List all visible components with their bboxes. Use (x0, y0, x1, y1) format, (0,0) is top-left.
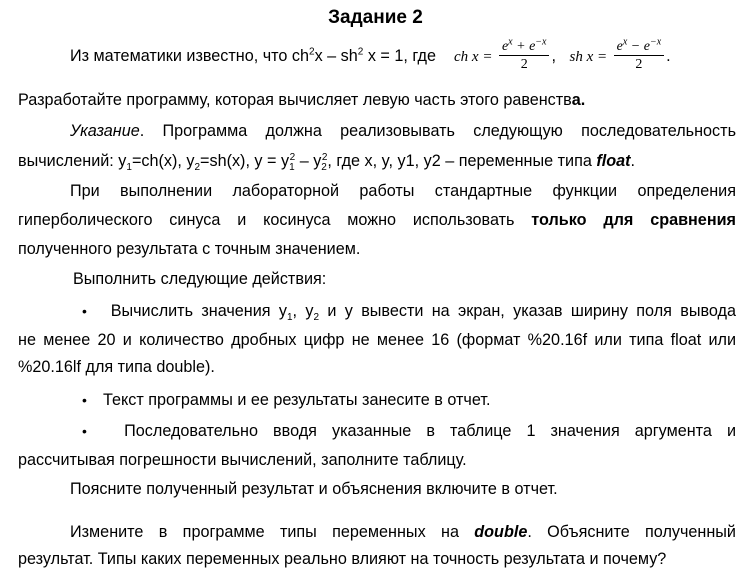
subscript: 2 (313, 312, 320, 324)
text: Измените в программе типы переменных на (70, 523, 475, 541)
bullet-3-line-1 (82, 421, 736, 441)
formula-end: . (666, 47, 671, 65)
text: . (630, 152, 636, 170)
text: =ch(x), y (131, 152, 195, 170)
ch-formula-lhs: ch x = (454, 49, 493, 65)
bold-phrase: только для сравнения (531, 211, 736, 229)
hint-line-2 (18, 151, 736, 174)
sh-fraction (614, 36, 665, 74)
hint-text: . Программа должна реализовывать следующую последовательность (139, 122, 736, 140)
subscript: 1 (126, 162, 132, 174)
change-line-2: результат. Типы каких переменных реально влияют на точность результата и почему? (18, 550, 667, 568)
task-title: Задание 2 (328, 7, 423, 28)
type-double: double (474, 523, 528, 541)
hint-line-1 (70, 121, 736, 141)
superscript: 2 (321, 151, 328, 163)
text: . Объясните полученный (527, 523, 736, 541)
intro-text-tail: x = 1, где (363, 47, 437, 65)
note-line-1: При выполнении лабораторной работы стандартные функции определения (70, 182, 736, 200)
type-float: float (596, 152, 631, 170)
intro-text: Из математики известно, что ch (70, 47, 310, 65)
bullet-1-line-1 (82, 301, 736, 324)
change-line-1 (70, 522, 736, 542)
intro-text-mid: x – sh (314, 47, 358, 65)
text: Текст программы и ее результаты занесите в отчет. (103, 391, 491, 409)
sh-numerator: $e^x - e^{-x}$ (614, 39, 665, 56)
formula-separator: , (551, 47, 556, 65)
text: Последовательно вводя указанные в таблице 1 значения аргумента и (124, 422, 737, 440)
text: – y (295, 152, 322, 170)
subscript: 1 (286, 312, 293, 324)
bullet-2 (82, 390, 736, 410)
bullet-1-line-2: не менее 20 и количество дробных цифр не менее 16 (формат %20.16f или типа float или (18, 331, 736, 349)
text: , y (292, 302, 314, 320)
subscript: 1 (289, 162, 295, 174)
actions-heading: Выполнить следующие действия: (73, 270, 327, 288)
bullet-icon: • (82, 392, 87, 408)
superscript: 2 (289, 151, 296, 163)
exponent: x (508, 36, 513, 48)
text: гиперболического синуса и косинуса можно использовать (18, 211, 532, 229)
intro-formula-line (70, 34, 736, 79)
sh-denominator: 2 (635, 57, 643, 73)
text: =sh(x), y = y (200, 152, 290, 170)
ch-numerator: $e^x + e^{-x}$ (499, 39, 550, 56)
superscript: 2 (357, 46, 364, 58)
bullet-icon: • (82, 303, 87, 319)
bullet-3-line-2: рассчитывая погрешности вычислений, заполните таблицу. (18, 451, 467, 469)
hint-label: Указание (70, 122, 140, 140)
sh-formula-lhs: sh x = (569, 49, 608, 65)
subscript: 2 (321, 162, 327, 174)
bullet-icon: • (82, 423, 87, 439)
superscript: 2 (309, 46, 315, 58)
note-line-3: полученного результата с точным значением. (18, 240, 361, 258)
note-line-2 (18, 210, 736, 230)
text: , где x, y, y1, y2 – переменные типа (327, 152, 597, 170)
exponent: −x (649, 36, 662, 48)
task-text: Разработайте программу, которая вычисляет левую часть этого равенств (18, 91, 572, 109)
text: и y вывести на экран, указав ширину поля вывода (319, 302, 736, 320)
task-text-bold: а. (571, 91, 586, 109)
text: вычислений: y (18, 152, 127, 170)
explain-line: Поясните полученный результат и объяснения включите в отчет. (70, 480, 558, 498)
bullet-1-line-3: %20.16lf для типа double). (18, 358, 215, 376)
text: Вычислить значения y (110, 302, 287, 320)
exponent: −x (535, 36, 547, 48)
ch-denominator: 2 (520, 57, 528, 73)
exponent: x (622, 36, 628, 48)
ch-fraction (499, 36, 550, 74)
task-line (18, 90, 736, 110)
subscript: 2 (194, 162, 201, 174)
